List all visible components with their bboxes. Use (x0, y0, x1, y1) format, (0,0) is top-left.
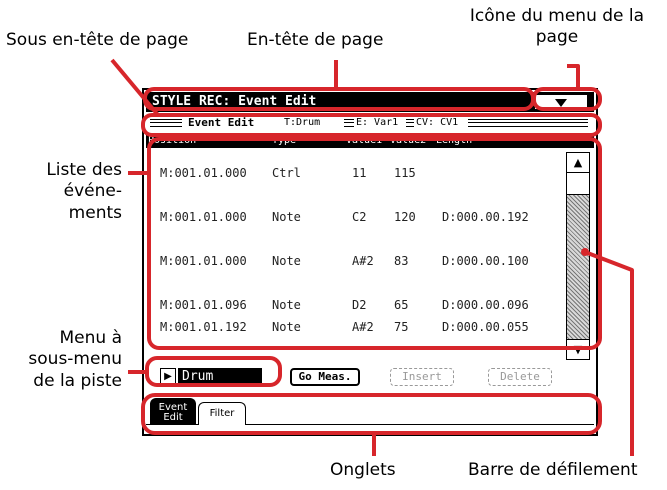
tab-filter[interactable] (198, 402, 246, 425)
event-type: Note (272, 298, 301, 312)
subheader-element: E: Var1 (356, 117, 399, 128)
triangle-down-icon: ▼ (573, 343, 583, 356)
callout-header-label: En-tête de page (247, 30, 384, 50)
event-value1: D2 (352, 298, 367, 312)
event-position: M:001.01.192 (160, 320, 247, 334)
page-header (146, 92, 594, 112)
callout-event-list-text: Liste des événe- ments (46, 160, 122, 223)
event-position: M:001.01.000 (160, 210, 247, 224)
scroll-down-button[interactable] (567, 339, 589, 359)
event-value2: 75 (394, 320, 409, 334)
callout-scrollbar-label: Barre de défilement (468, 460, 638, 480)
subheader-rule-element (344, 119, 354, 127)
callout-track-menu-label (8, 328, 122, 392)
tab-bar (146, 394, 594, 432)
insert-button[interactable]: Insert (390, 368, 454, 386)
event-value1: C2 (352, 210, 367, 224)
delete-button[interactable]: Delete (488, 368, 552, 386)
event-type: Note (272, 254, 301, 268)
subheader-chord-variation: CV: CV1 (416, 117, 459, 128)
event-position: M:001.01.096 (160, 298, 247, 312)
column-position: Position (148, 135, 197, 146)
menu-icon-leader (567, 66, 578, 89)
subheader-rule-cv (406, 119, 414, 127)
event-length: D:000.00.055 (442, 320, 529, 334)
event-position: M:001.01.000 (160, 166, 247, 180)
callout-menu-icon-label: Icône du menu de la page (469, 6, 645, 48)
triangle-right-icon: ▶ (164, 371, 172, 382)
event-value1: A#2 (352, 320, 374, 334)
subheader-rule-right (468, 119, 588, 127)
tab-event-edit-line1: Event (158, 402, 188, 413)
column-value2: Value2 (390, 135, 427, 146)
tab-event-edit-line2: Edit (163, 412, 183, 423)
callout-event-list-label (14, 160, 122, 224)
column-length: Length (436, 135, 473, 146)
event-row[interactable] (146, 252, 564, 272)
event-position: M:001.01.000 (160, 254, 247, 268)
event-length: D:000.00.192 (442, 210, 529, 224)
page-title: STYLE REC: Event Edit (152, 94, 317, 109)
column-type: Type (272, 135, 297, 146)
event-length: D:000.00.100 (442, 254, 529, 268)
event-length: D:000.00.096 (442, 298, 529, 312)
scroll-up-button[interactable] (567, 153, 589, 173)
event-row[interactable] (146, 318, 564, 338)
event-type: Note (272, 320, 301, 334)
subheader-rule-left (150, 119, 182, 127)
column-value1: Value1 (346, 135, 383, 146)
event-value1: A#2 (352, 254, 374, 268)
page-subheader (148, 116, 592, 130)
callout-tabs-label: Onglets (330, 460, 396, 480)
event-type: Note (272, 210, 301, 224)
event-row[interactable] (146, 208, 564, 228)
event-list-header (146, 134, 594, 148)
track-submenu-button[interactable] (160, 368, 176, 386)
event-row[interactable] (146, 164, 564, 184)
event-type: Ctrl (272, 166, 301, 180)
event-value2: 65 (394, 298, 409, 312)
subheader-page-name: Event Edit (188, 116, 255, 129)
lcd-screen (142, 88, 598, 436)
callout-track-menu-text: Menu à sous-menu de la piste (28, 328, 122, 391)
subheader-track: T:Drum (284, 117, 321, 128)
tab-event-edit[interactable] (150, 398, 196, 425)
track-select-field[interactable]: Drum (178, 368, 262, 386)
callout-subheader-label: Sous en-tête de page (6, 30, 189, 50)
triangle-up-icon: ▲ (573, 156, 583, 169)
tab-filter-label: Filter (209, 408, 235, 419)
event-value2: 115 (394, 166, 416, 180)
event-value2: 83 (394, 254, 409, 268)
chevron-down-icon (535, 96, 587, 110)
go-meas-button[interactable]: Go Meas. (290, 368, 360, 386)
page-menu-button[interactable] (534, 94, 588, 110)
scrollbar-thumb[interactable] (567, 173, 589, 195)
event-row[interactable] (146, 296, 564, 316)
event-value2: 120 (394, 210, 416, 224)
event-list-scrollbar[interactable] (566, 152, 590, 360)
event-value1: 11 (352, 166, 367, 180)
